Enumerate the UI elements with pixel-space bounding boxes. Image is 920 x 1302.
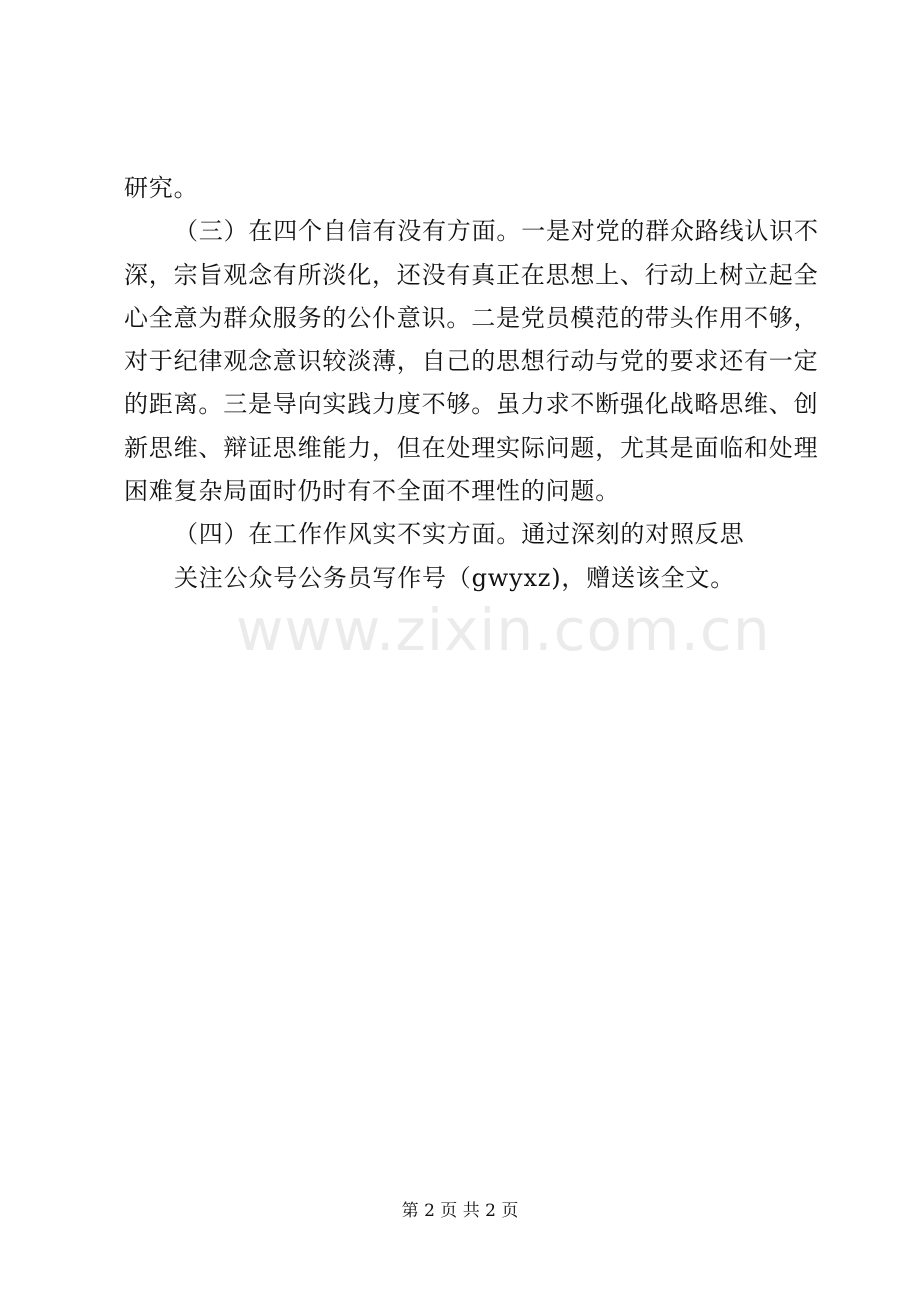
document-body [124, 170, 819, 603]
text-line: 对于纪律观念意识较淡薄，自己的思想行动与党的要求还有一定 [124, 347, 819, 376]
text-line: 新思维、辩证思维能力，但在处理实际问题，尤其是面临和处理 [124, 433, 819, 462]
text-line: 心全意为群众服务的公仆意识。二是党员模范的带头作用不够， [124, 303, 819, 332]
text-line: 的距离。三是导向实践力度不够。虽力求不断强化战略思维、创 [124, 390, 819, 419]
text-line: 研究。 [124, 174, 199, 202]
paragraph-four-heading-line: （四）在工作作风实不实方面。通过深刻的对照反思 [174, 520, 745, 549]
text-line: 困难复杂局面时仍时有不全面不理性的问题。 [124, 477, 620, 506]
text-line: 深，宗旨观念有所淡化，还没有真正在思想上、行动上树立起全 [124, 260, 819, 289]
page-footer: 第 2 页 共 2 页 [401, 1201, 519, 1221]
promo-line: 关注公众号公务员写作号（gwyxz)，赠送该全文。 [174, 563, 736, 592]
paragraph-three-heading-line: （三）在四个自信有没有方面。一是对党的群众路线认识不 [174, 217, 819, 246]
site-watermark: www.zixin.com.cn [236, 596, 771, 664]
